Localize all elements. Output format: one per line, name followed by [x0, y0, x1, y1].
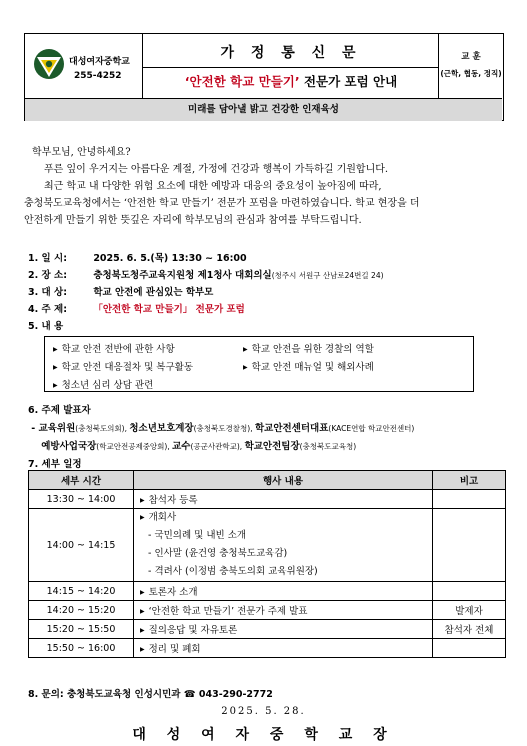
title-cell	[143, 34, 439, 98]
item-target: 3. 대 상: 학교 안전에 관심있는 학부모	[28, 287, 214, 298]
content-box	[44, 336, 474, 392]
item-topic: 4. 주 제: 「안전한 학교 만들기」 전문가 포럼	[28, 304, 245, 315]
table-row: 15:50 ~ 16:00 ▶ 정리 및 폐회	[29, 639, 506, 658]
letter-line: 안전하게 만들기 위한 뜻깊은 자리에 학부모님의 관심과 참여를 부탁드립니다.	[24, 215, 362, 226]
presenters-line1: - 교육위원(충청북도의회), 청소년보호계장(충청북도경찰청), 학교안전센터대표(KACE연합 학교안전센터)	[28, 423, 415, 434]
letter-line: 충청북도교육청에서는 ‘안전한 학교 만들기’ 전문가 포럼을 마련하였습니다. 학교 현장을 더	[24, 198, 420, 209]
item-content: 5. 내 용	[28, 321, 64, 332]
presenters-line2: 예방사업국장(학교안전공제중앙회), 교수(공군사관학교), 학교안전팀장(충청북도교육청)	[41, 441, 357, 452]
triangle-bullet-icon: ▶	[140, 608, 145, 615]
table-row: 15:20 ~ 15:50 ▶ 질의응답 및 자유토론 참석자 전체	[29, 620, 506, 639]
header-table	[24, 33, 504, 121]
content-item: ▶ 청소년 심리 상담 관련	[53, 380, 154, 391]
content-item: ▶ 학교 안전을 위한 경찰의 역할	[243, 344, 374, 355]
school-name: 대성여자중학교	[69, 57, 130, 67]
column-header: 행사 내용	[134, 471, 433, 490]
triangle-bullet-icon: ▶	[243, 346, 248, 353]
letter-line: 최근 학교 내 다양한 위험 요소에 대한 예방과 대응의 중요성이 높아짐에 따라,	[44, 181, 382, 192]
greeting: 학부모님, 안녕하세요?	[32, 147, 131, 158]
triangle-bullet-icon: ▶	[140, 497, 145, 504]
table-row: 14:20 ~ 15:20 ▶ ‘안전한 학교 만들기’ 전문가 주제 발표 발제자	[29, 601, 506, 620]
info-items	[28, 250, 384, 335]
inquiry-line: 8. 문의: 충청북도교육청 인성시민과 ☎ 043-290-2772	[28, 689, 273, 700]
triangle-bullet-icon: ▶	[140, 589, 145, 596]
table-row: 14:00 ~ 14:15 ▶ 개회사 - 국민의례 및 내빈 소개 - 인사말 (윤건영 충청북도교육감) - 격려사 (이정범 충북도의회 교육위원장)	[29, 509, 506, 582]
triangle-bullet-icon: ▶	[140, 514, 145, 521]
triangle-bullet-icon: ▶	[140, 646, 145, 653]
motto-title: 교 훈	[461, 52, 481, 62]
school-cell	[25, 34, 143, 98]
presenters-title: 6. 주제 발표자	[28, 405, 91, 416]
content-item: ▶ 학교 안전 매뉴얼 및 해외사례	[243, 362, 374, 373]
triangle-bullet-icon: ▶	[53, 346, 58, 353]
content-item: ▶ 학교 안전 대응절차 및 복구활동	[53, 362, 194, 373]
presenters-section	[28, 402, 414, 474]
school-emblem-icon	[33, 48, 65, 80]
subtitle-highlight: ‘안전한 학교 만들기’	[184, 74, 300, 89]
content-item: ▶ 학교 안전 전반에 관한 사항	[53, 344, 175, 355]
triangle-bullet-icon: ▶	[243, 364, 248, 371]
table-row: 13:30 ~ 14:00 ▶ 참석자 등록	[29, 490, 506, 509]
triangle-bullet-icon: ▶	[140, 627, 145, 634]
table-row: 14:15 ~ 14:20 ▶ 토론자 소개	[29, 582, 506, 601]
subtitle-rest: 전문가 포럼 안내	[299, 74, 398, 89]
column-header: 세부 시간	[29, 471, 134, 490]
slogan-bar: 미래를 담아낼 밝고 건강한 인재육성	[25, 98, 502, 121]
motto-values: (근학, 협동, 정직)	[440, 69, 502, 78]
table-header-row	[29, 471, 506, 490]
letter-line: 푸른 잎이 우거지는 아름다운 계절, 가정에 건강과 행복이 가득하길 기원합니다.	[44, 164, 389, 175]
triangle-bullet-icon: ▶	[53, 382, 58, 389]
doc-title: 가 정 통 신 문	[143, 42, 439, 68]
item-date: 1. 일 시: 2025. 6. 5.(목) 13:30 ~ 16:00	[28, 253, 247, 264]
item-place: 2. 장 소: 충청북도청주교육지원청 제1청사 대회의실(청주시 서원구 산남로24번길 24)	[28, 270, 384, 281]
letter-body	[24, 144, 504, 229]
motto-cell	[439, 34, 503, 98]
signer-name: 대 성 여 자 중 학 교 장	[132, 727, 395, 743]
triangle-bullet-icon: ▶	[53, 364, 58, 371]
school-phone: 255-4252	[74, 71, 122, 81]
schedule-table	[28, 470, 506, 658]
issue-date: 2025. 5. 28.	[221, 706, 306, 717]
doc-subtitle	[143, 72, 439, 90]
column-header: 비고	[433, 471, 506, 490]
schedule-title: 7. 세부 일정	[28, 459, 82, 470]
